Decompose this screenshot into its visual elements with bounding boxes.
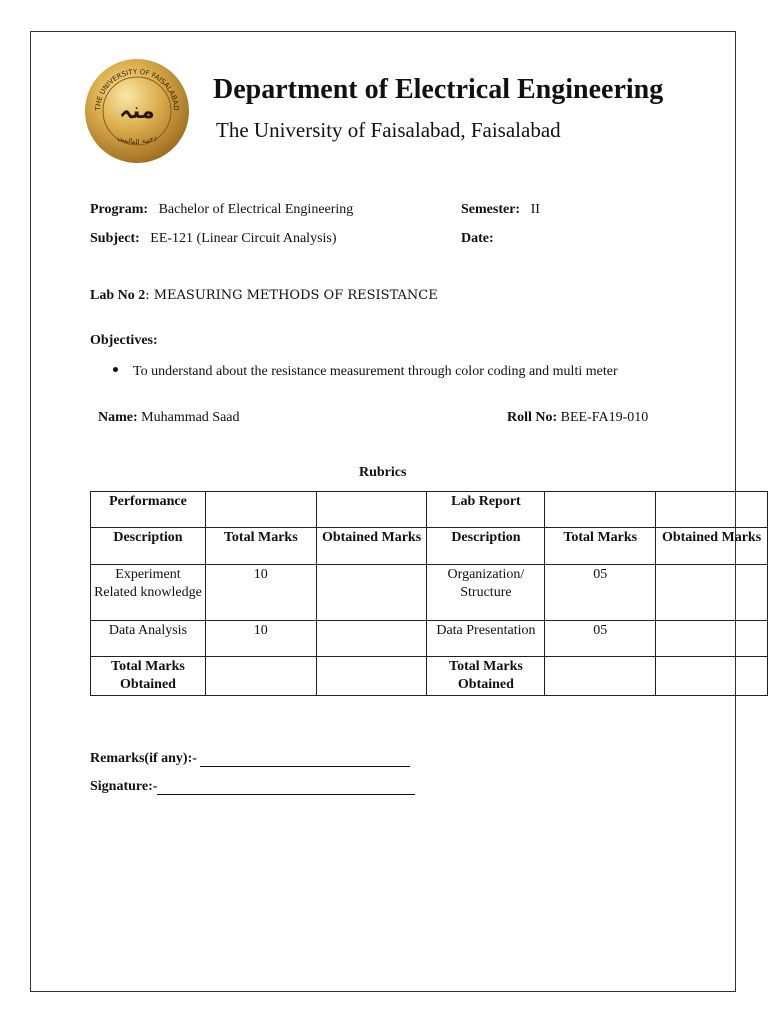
table-row	[91, 565, 768, 621]
seal-text-bottom: رحمۃ للعالمین	[116, 132, 158, 147]
bullet-icon	[113, 367, 118, 372]
remarks-label: Remarks(if any):-	[90, 751, 197, 766]
criterion-description: Data Analysis	[91, 621, 206, 657]
criterion-total: 10	[205, 565, 316, 621]
criterion-total: 10	[205, 621, 316, 657]
description-header: Description	[91, 528, 206, 565]
program-label: Program:	[90, 202, 149, 217]
university-subtitle: The University of Faisalabad, Faisalabad	[216, 118, 561, 142]
signature-line	[90, 779, 415, 795]
total-marks-header: Total Marks	[545, 528, 656, 565]
table-row	[91, 621, 768, 657]
roll-field	[507, 410, 648, 426]
total-marks-header: Total Marks	[205, 528, 316, 565]
criterion-description: Data Presentation	[427, 621, 545, 657]
criterion-obtained	[656, 565, 768, 621]
roll-value: BEE-FA19-010	[560, 410, 649, 425]
rubrics-heading: Rubrics	[359, 465, 407, 480]
remarks-line	[90, 751, 410, 767]
signature-blank[interactable]	[157, 780, 415, 795]
total-obtained-label: Total Marks Obtained	[91, 657, 206, 696]
semester-value: II	[530, 202, 540, 217]
description-header: Description	[427, 528, 545, 565]
seal-center-text: منہ	[119, 99, 155, 124]
empty-cell	[545, 657, 656, 696]
criterion-description: Experiment Related knowledge	[91, 565, 206, 621]
objective-text: To understand about the resistance measurement through color coding and multi meter	[133, 364, 618, 379]
department-title: Department of Electrical Engineering	[213, 74, 664, 105]
empty-cell	[316, 657, 427, 696]
table-row	[91, 657, 768, 696]
obtained-marks-header: Obtained Marks	[316, 528, 427, 565]
semester-field	[461, 202, 540, 218]
lab-number: Lab No 2	[90, 288, 146, 303]
date-label: Date:	[461, 231, 494, 246]
name-label: Name:	[98, 410, 138, 425]
university-seal-logo	[84, 58, 190, 164]
empty-cell	[656, 657, 768, 696]
subject-field	[90, 231, 337, 247]
signature-label: Signature:-	[90, 779, 158, 794]
lab-report-header: Lab Report	[427, 492, 545, 528]
obtained-marks-header: Obtained Marks	[656, 528, 768, 565]
subject-label: Subject:	[90, 231, 140, 246]
empty-cell	[205, 492, 316, 528]
empty-cell	[316, 492, 427, 528]
empty-cell	[205, 657, 316, 696]
empty-cell	[545, 492, 656, 528]
name-field	[98, 410, 240, 426]
program-field	[90, 202, 353, 218]
objective-item	[113, 364, 618, 380]
criterion-obtained	[316, 565, 427, 621]
remarks-blank[interactable]	[200, 752, 410, 767]
criterion-obtained	[316, 621, 427, 657]
roll-label: Roll No:	[507, 410, 558, 425]
empty-cell	[656, 492, 768, 528]
subject-value: EE-121 (Linear Circuit Analysis)	[150, 231, 337, 246]
date-field	[461, 231, 494, 247]
total-obtained-label: Total Marks Obtained	[427, 657, 545, 696]
performance-header: Performance	[91, 492, 206, 528]
rubrics-table	[90, 491, 768, 696]
criterion-obtained	[656, 621, 768, 657]
name-value: Muhammad Saad	[141, 410, 240, 425]
objectives-heading: Objectives:	[90, 333, 158, 348]
criterion-total: 05	[545, 621, 656, 657]
semester-label: Semester:	[461, 202, 521, 217]
program-value: Bachelor of Electrical Engineering	[158, 202, 354, 217]
criterion-total: 05	[545, 565, 656, 621]
lab-title: : MEASURING METHODS OF RESISTANCE	[145, 288, 438, 303]
criterion-description: Organization/ Structure	[427, 565, 545, 621]
seal-text-top: THE UNIVERSITY OF FAISALABAD	[93, 67, 181, 111]
lab-heading	[90, 288, 438, 304]
